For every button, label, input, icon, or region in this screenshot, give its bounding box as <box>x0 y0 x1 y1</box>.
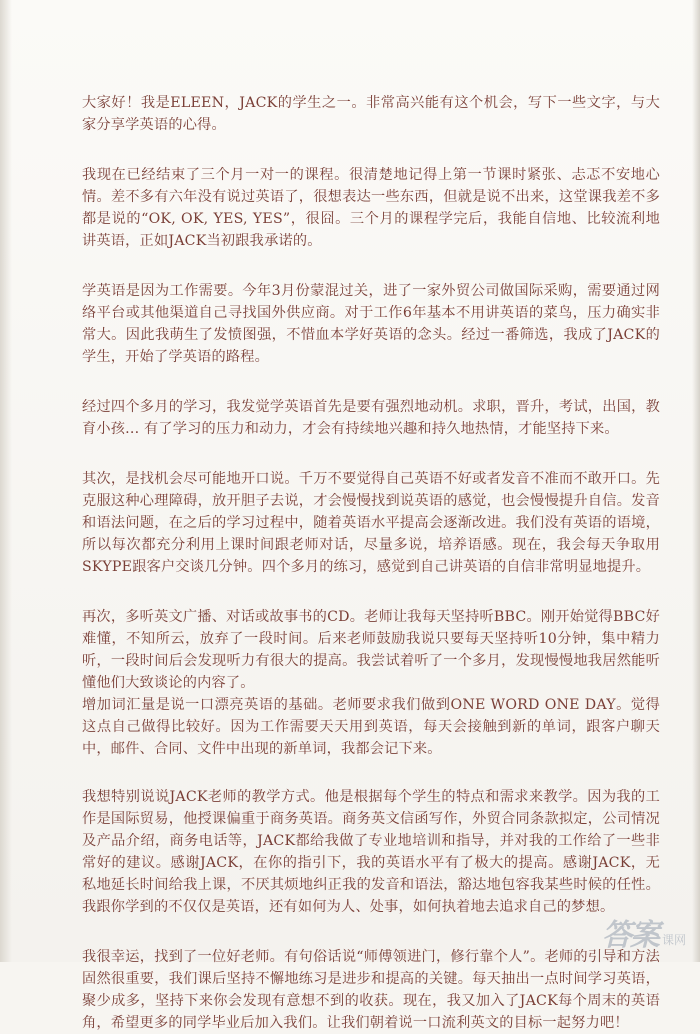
paragraph-vocabulary: 增加词汇量是说一口漂亮英语的基础。老师要求我们做到ONE WORD ONE DAY。觉得这点自己做得比较好。因为工作需要天天用到英语，每天会接触到新的单词，跟客户聊天中，邮件、合同、文件中出现的新单词，我都会记下来。 <box>82 697 660 757</box>
watermark-text: 课网 <box>661 933 686 947</box>
paragraph-reason: 学英语是因为工作需要。今年3月份蒙混过关，进了一家外贸公司做国际采购，需要通过网络平台或其他渠道自己寻找国外供应商。对于工作6年基本不用讲英语的菜鸟，压力确实非常大。因此我萌生了发愤图强，不惜血本学好英语的念头。经过一番筛选，我成了JACK的学生，开始了学英语的路程。 <box>82 283 660 365</box>
paragraph-course: 我现在已经结束了三个月一对一的课程。很清楚地记得上第一节课时紧张、忐忑不安地心情。差不多有六年没有说过英语了，很想表达一些东西，但就是说不出来，这堂课我差不多都是说的“OK, OK, YES, YES”，很囧。三个月的课程学完后，我能自信地、比较流利地讲英语，正如JACK当初跟我承诺的。 <box>82 167 660 249</box>
paragraph-listening: 再次，多听英文广播、对话或故事书的CD。老师让我每天坚持听BBC。刚开始觉得BBC好难懂，不知所云，放弃了一段时间。后来老师鼓励我说只要每天坚持听10分钟，集中精力听，一段时间后会发现听力有很大的提高。我尝试着听了一个多月，发现慢慢地我居然能听懂他们大致谈论的内容了。 <box>82 609 660 691</box>
paragraph-motivation: 经过四个多月的学习，我发觉学英语首先是要有强烈地动机。求职，晋升，考试，出国，教育小孩... 有了学习的压力和动力，才会有持续地兴趣和持久地热情，才能坚持下来。 <box>82 399 660 437</box>
paragraph-teaching: 我想特别说说JACK老师的教学方式。他是根据每个学生的特点和需求来教学。因为我的工作是国际贸易，他授课偏重于商务英语。商务英文信函写作，外贸合同条款拟定，公司情况及产品介绍，商务电话等，JACK都给我做了专业地培训和指导，并对我的工作给了一些非常好的建议。感谢JACK，在你的指引下，我的英语水平有了极大的提高。感谢JACK，无私地延长时间给我上课，不厌其烦地纠正我的发音和语法，豁达地包容我某些时候的任性。我跟你学到的不仅仅是英语，还有如何为人、处事，如何执着地去追求自己的梦想。 <box>82 789 660 915</box>
watermark-logo: 答案 <box>601 918 658 953</box>
paragraph-speaking: 其次，是找机会尽可能地开口说。千万不要觉得自己英语不好或者发音不准而不敢开口。先克服这种心理障碍，放开胆子去说，才会慢慢找到说英语的感觉，也会慢慢提升自信。发音和语法问题，在之后的学习过程中，随着英语水平提高会逐渐改进。我们没有英语的语境，所以每次都充分利用上课时间跟老师对话，尽量多说，培养语感。现在，我会每天争取用SKYPE跟客户交谈几分钟。四个多月的练习，感觉到自己讲英语的自信非常明显地提升。 <box>82 471 660 575</box>
paragraph-intro: 大家好！我是ELEEN，JACK的学生之一。非常高兴能有这个机会，写下一些文字，与大家分享学英语的心得。 <box>82 95 660 133</box>
paragraph-conclusion: 我很幸运，找到了一位好老师。有句俗话说“师傅领进门，修行靠个人”。老师的引导和方法固然很重要，我们课后坚持不懈地练习是进步和提高的关键。每天抽出一点时间学习英语，聚少成多，坚持下来你会发现有意想不到的收获。现在，我又加入了JACK每个周末的英语角，希望更多的同学毕业后加入我们。让我们朝着说一口流利英文的目标一起努力吧！ <box>82 949 660 1031</box>
watermark <box>602 910 686 954</box>
